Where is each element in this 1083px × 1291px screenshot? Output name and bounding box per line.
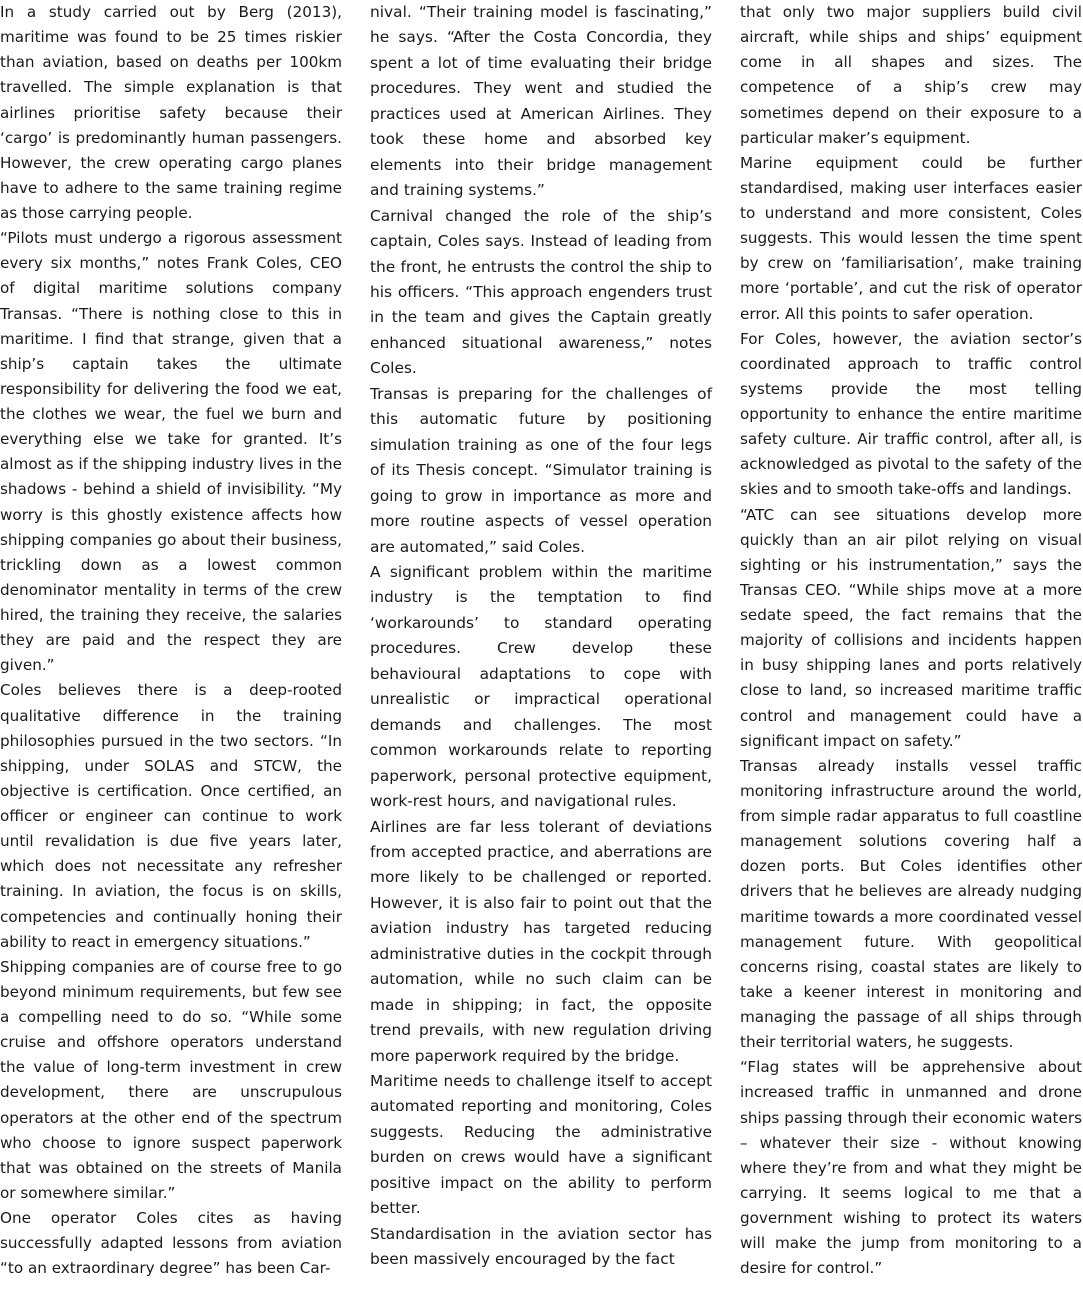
paragraph: that only two major suppliers build civil aircraft, while ships and ships’ equipment come in all shapes and sizes. The competence of a ship’s crew may sometimes depend on their exposure to a particular maker’s equipment.: [740, 3, 1082, 147]
article-column-3: [740, 0, 1082, 1281]
article-column-2: [370, 0, 712, 1273]
paragraph: Shipping companies are of course free to go beyond minimum requirements, but few see a compelling need to do so. “While some cruise and offshore operators understand the value of long-term investment in crew development, there are unscrupulous operators at the other end of the spectrum who choose to ignore suspect paperwork that was obtained on the streets of Manila or somewhere similar.”: [0, 957, 342, 1202]
paragraph: A significant problem within the maritime industry is the temptation to find ‘workarounds’ to standard operating procedures. Crew develop these behavioural adaptations to cope with unrealistic or impractical operational demands and challenges. The most common workarounds relate to reporting paperwork, personal protective equipment, work-rest hours, and navigational rules.: [370, 562, 712, 811]
paragraph: For Coles, however, the aviation sector’s coordinated approach to traffic control systems provide the most telling opportunity to enhance the entire maritime safety culture. Air traffic control, after all, is acknowledged as pivotal to the safety of the skies and to smooth take-offs and landings.: [740, 329, 1082, 499]
paragraph: “ATC can see situations develop more quickly than an air pilot relying on visual sighting or his instrumentation,” says the Transas CEO. “While ships move at a more sedate speed, the fact remains that the majority of collisions and incidents happen in busy shipping lanes and ports relatively close to land, so increased maritime traffic control and management could have a significant impact on safety.”: [740, 505, 1082, 750]
paragraph: Maritime needs to challenge itself to accept automated reporting and monitoring, Coles suggests. Reducing the administrative burden on crews would have a significant positive impact on the ability to perform better.: [370, 1072, 712, 1218]
article-column-1: [0, 0, 342, 1281]
paragraph: “Pilots must undergo a rigorous assessment every six months,” notes Frank Coles, CEO of digital maritime solutions company Transas. “There is nothing close to this in maritime. I find that strange, given that a ship’s captain takes the ultimate responsibility for delivering the food we eat, the clothes we wear, the fuel we burn and everything else we take for granted. It’s almost as if the shipping industry lives in the shadows - behind a shield of invisibility. “My worry is this ghostly existence affects how shipping companies go about their business, trickling down as a lowest common denominator mentality in terms of the crew hired, the training they receive, the salaries they are paid and the respect they are given.”: [0, 229, 343, 675]
paragraph: In a study carried out by Berg (2013), maritime was found to be 25 times riskier than aviation, based on deaths per 100km travelled. The simple explanation is that airlines prioritise safety because their ‘cargo’ is predominantly human passengers. However, the crew operating cargo planes have to adhere to the same training regime as those carrying people.: [0, 3, 342, 222]
paragraph: Standardisation in the aviation sector has been massively encouraged by the fact: [370, 1224, 712, 1269]
paragraph: Marine equipment could be further standardised, making user interfaces easier to understand and more consistent, Coles suggests. This would lessen the time spent by crew on ‘familiarisation’, make training more ‘portable’, and cut the risk of operator error. All this points to safer operation.: [740, 153, 1082, 323]
paragraph: Carnival changed the role of the ship’s captain, Coles says. Instead of leading from the front, he entrusts the control the ship to his officers. “This approach engenders trust in the team and gives the Captain greatly enhanced situational awareness,” notes Coles.: [370, 206, 712, 378]
paragraph: One operator Coles cites as having successfully adapted lessons from aviation “to an extraordinary degree” has been Car-: [0, 1209, 342, 1278]
paragraph: Transas is preparing for the challenges of this automatic future by positioning simulation training as one of the four legs of its Thesis concept. “Simulator training is going to grow in importance as more and more routine aspects of vessel operation are automated,” said Coles.: [370, 384, 712, 556]
paragraph: Coles believes there is a deep-rooted qualitative difference in the training philosophies pursued in the two sectors. “In shipping, under SOLAS and STCW, the objective is certification. Once certified, an officer or engineer can continue to work until revalidation is due five years later, which does not necessitate any refresher training. In aviation, the focus is on skills, competencies and continually honing their ability to react in emergency situations.”: [0, 681, 342, 951]
paragraph: “Flag states will be apprehensive about increased traffic in unmanned and drone ships passing through their economic waters – whatever their size - without knowing where they’re from and what they might be carrying. It seems logical to me that a government wishing to protect its waters will make the jump from monitoring to a desire for control.”: [740, 1058, 1082, 1278]
paragraph: nival. “Their training model is fascinating,” he says. “After the Costa Concordia, they spent a lot of time evaluating their bridge procedures. They went and studied the practices used at American Airlines. They took these home and absorbed key elements into their bridge management and training systems.”: [370, 3, 712, 200]
paragraph: Airlines are far less tolerant of deviations from accepted practice, and aberrations are more likely to be challenged or reported. However, it is also fair to point out that the aviation industry has targeted reducing administrative duties in the cockpit through automation, while no such claim can be made in shipping; in fact, the opposite trend prevails, with new regulation driving more paperwork required by the bridge.: [370, 817, 712, 1065]
paragraph: Transas already installs vessel traffic monitoring infrastructure around the world, from simple radar apparatus to full coastline management solutions covering half a dozen ports. But Coles identifies other drivers that he believes are already nudging maritime towards a more coordinated vessel management future. With geopolitical concerns rising, coastal states are likely to take a keener interest in monitoring and managing the passage of all ships through their territorial waters, he suggests.: [740, 756, 1082, 1052]
